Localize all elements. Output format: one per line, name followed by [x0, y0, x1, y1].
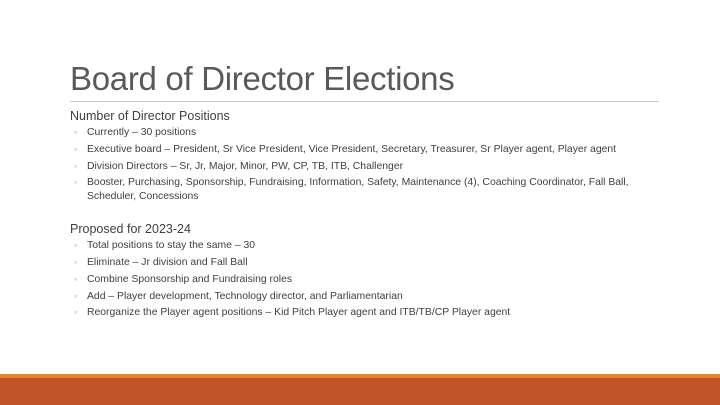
list-item [70, 160, 655, 173]
bullet-list [70, 126, 655, 203]
list-item [70, 176, 655, 203]
footer-band [0, 374, 720, 405]
list-item [70, 256, 655, 269]
list-item-text: Executive board – President, Sr Vice President, Vice President, Secretary, Treasurer, Sr Player agent, Player agent [87, 143, 617, 155]
bullet-icon: ◦ [74, 177, 78, 188]
list-item [70, 273, 655, 286]
bullet-icon: ◦ [74, 160, 78, 171]
slide-title: Board of Director Elections [70, 60, 455, 97]
list-item-text: Add – Player development, Technology director, and Parliamentarian [87, 290, 403, 302]
list-item [70, 126, 655, 139]
bullet-icon: ◦ [74, 143, 78, 154]
list-item-text: Eliminate – Jr division and Fall Ball [87, 257, 248, 268]
bullet-icon: ◦ [74, 240, 78, 251]
title-divider [70, 101, 659, 102]
bullet-icon: ◦ [74, 257, 78, 267]
bullet-icon: ◦ [74, 127, 78, 137]
list-item-text: Reorganize the Player agent positions – Kid Pitch Player agent and ITB/TB/CP Player agent [87, 307, 511, 319]
bullet-icon: ◦ [74, 273, 78, 284]
section-heading: Proposed for 2023-24 [70, 222, 191, 237]
list-item [70, 143, 655, 156]
section-heading: Number of Director Positions [70, 109, 230, 123]
list-item-text: Combine Sponsorship and Fundraising roles [87, 273, 293, 285]
slide-content [70, 108, 655, 323]
list-item-text: Division Directors – Sr, Jr, Major, Minor, PW, CP, TB, ITB, Challenger [87, 160, 404, 172]
bullet-list [70, 239, 655, 320]
section-director-positions [70, 108, 655, 203]
section-proposed [70, 221, 655, 320]
list-item-text: Currently – 30 positions [87, 127, 197, 138]
list-item-text: Total positions to stay the same – 30 [87, 240, 256, 252]
list-item [70, 290, 655, 303]
list-item-text: Booster, Purchasing, Sponsorship, Fundraising, Information, Safety, Maintenance (4), Coaching Coordinator, Fall Ball, Scheduler, Concessions [87, 177, 629, 202]
list-item [70, 306, 655, 319]
bullet-icon: ◦ [74, 307, 78, 318]
footer-accent-stripe [0, 374, 720, 378]
bullet-icon: ◦ [74, 290, 78, 301]
list-item [70, 239, 655, 252]
